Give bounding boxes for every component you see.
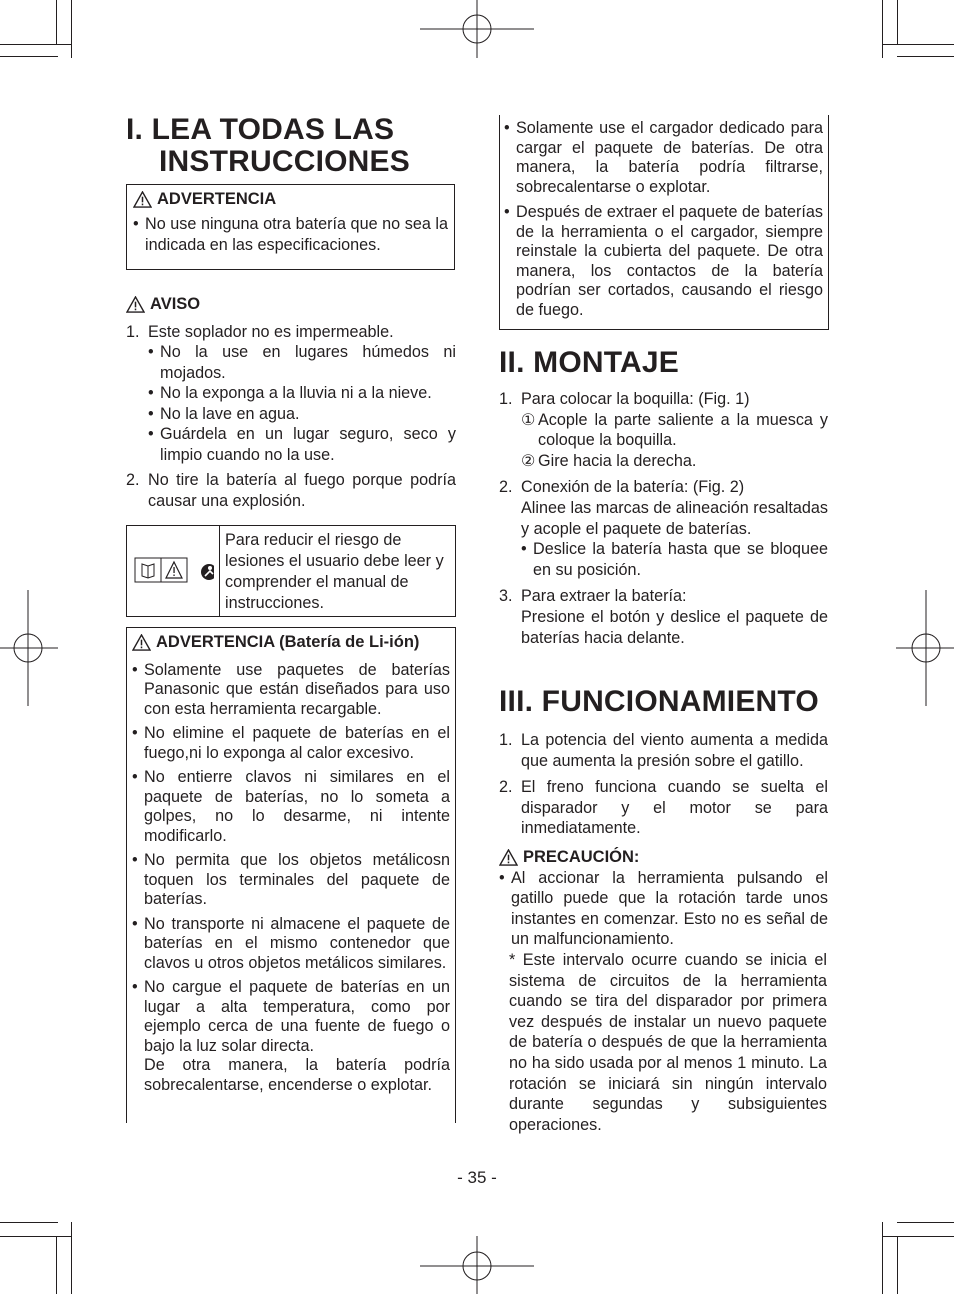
section-title-3: III. FUNCIONAMIENTO xyxy=(499,685,819,718)
title-line-2: INSTRUCCIONES xyxy=(159,145,410,178)
aviso-label: AVISO xyxy=(150,295,201,313)
montaje-step-2-text: Alinee las marcas de alineación resaltadas y acople el paquete de baterías. xyxy=(521,498,828,538)
list-item: • Deslice la batería hasta que se bloquee en su posición. xyxy=(521,540,828,579)
aviso-item-1: Este soplador no es impermeable. xyxy=(148,322,394,341)
li-bullet: No elimine el paquete de baterías en el fuego,ni lo exponga al calor excesivo. xyxy=(144,724,450,762)
montaje-step-1a: Acople la parte saliente a la muesca y coloque la boquilla. xyxy=(538,410,828,450)
list-item: • Al accionar la herramienta pulsando el gatillo puede que la rotación tarde unos instantes en comenzar. Esto no es señal de un malfuncionamiento. xyxy=(499,868,828,949)
cont-bullet: Después de extraer el paquete de baterías de la herramienta o el cargador, siempre reinstale la cubierta del paquete. De otra manera, los contactos de la batería podrían ser cortados, causando el riesgo de fuego. xyxy=(516,203,823,319)
warning-icon xyxy=(499,849,518,866)
advertencia-box xyxy=(126,184,455,270)
li-bullet: No entierre clavos ni similares en el paquete de baterías, no lo someta a golpes, no lo desarme, ni intente modificarlo. xyxy=(144,768,450,845)
precaucion-heading xyxy=(499,847,828,868)
advertencia-li-heading xyxy=(132,633,450,653)
montaje-step-1: Para colocar la boquilla: (Fig. 1) xyxy=(521,390,750,408)
advertencia-text: No use ninguna otra batería que no sea la indicada en las especificaciones. xyxy=(145,215,448,254)
precaucion-label: PRECAUCIÓN: xyxy=(523,847,640,866)
montaje-step-1b: Gire hacia la derecha. xyxy=(538,451,697,470)
list-item: • Guárdela en un lugar seguro, seco y limpio cuando no la use. xyxy=(148,425,456,464)
manual-box-text: Para reducir el riesgo de lesiones el usuario debe leer y comprender el manual de instrucciones. xyxy=(225,531,444,612)
li-bullet: No permita que los objetos metálicosn toquen los terminales del paquete de baterías. xyxy=(144,851,450,908)
list-item: • No use ninguna otra batería que no sea la indicada en las especificaciones. xyxy=(133,215,448,254)
montaje-step-2: Conexión de la batería: (Fig. 2) xyxy=(521,478,745,497)
section-title-2: II. MONTAJE xyxy=(499,346,679,379)
list-item: • Solamente use paquetes de baterías Panasonic que están diseñados para uso con esta herramienta recargable. xyxy=(132,660,450,718)
aviso-bullet: No la lave en agua. xyxy=(160,404,300,423)
list-item: 1. Para colocar la boquilla: (Fig. 1) xyxy=(499,389,828,410)
aviso-bullet: Guárdela en un lugar seguro, seco y limpio cuando no la use. xyxy=(160,425,456,464)
list-item: • No la lave en agua. xyxy=(148,404,456,425)
func-step-2: El freno funciona cuando se suelta el disparador y el motor se para inmediatamente. xyxy=(521,778,828,838)
registration-target-left xyxy=(0,590,58,706)
warning-icon xyxy=(133,191,152,208)
list-item: • No permita que los objetos metálicosn toquen los terminales del paquete de baterías. xyxy=(132,851,450,908)
list-item: 3. Para extraer la batería: xyxy=(499,586,828,607)
registration-target-right xyxy=(896,590,954,706)
list-item: 2. Conexión de la batería: (Fig. 2) xyxy=(499,477,828,498)
func-step-1: La potencia del viento aumenta a medida que aumenta la presión sobre el gatillo. xyxy=(521,731,828,770)
list-item: • Solamente use el cargador dedicado para cargar el paquete de baterías. De otra manera, la batería podría filtrarse, sobrecalentarse o explotar. xyxy=(504,119,823,196)
advertencia-li-label: ADVERTENCIA (Batería de Li-ión) xyxy=(156,633,420,651)
aviso-item-2: No tire la batería al fuego porque podría causar una explosión. xyxy=(148,471,456,510)
precaucion-text: Al accionar la herramienta pulsando el gatillo puede que la rotación tarde unos instantes en comenzar. Esto no es señal de un malfuncionamiento. xyxy=(511,868,828,949)
funcionamiento-section xyxy=(499,686,828,1135)
list-item: • No cargue el paquete de baterías en un lugar a alta temperatura, como por ejemplo cerca de una fuente de fuego o bajo la luz solar directa. xyxy=(132,978,450,1055)
advertencia-heading xyxy=(133,190,448,209)
montaje-section xyxy=(499,347,828,648)
cont-bullet: Solamente use el cargador dedicado para cargar el paquete de baterías. De otra manera, la batería podría filtrarse, sobrecalentarse o explotar. xyxy=(516,119,823,196)
list-item: • Después de extraer el paquete de baterías de la herramienta o el cargador, siempre reinstale la cubierta del paquete. De otra manera, los contactos de la batería podrían ser cortados, causando el riesgo de fuego. xyxy=(504,203,823,319)
aviso-bullet: No la use en lugares húmedos ni mojados. xyxy=(160,343,456,382)
li-note: De otra manera, la batería podría sobrecalentarse, encenderse o explotar. xyxy=(144,1056,450,1094)
list-item: 2. No tire la batería al fuego porque podría causar una explosión. xyxy=(126,471,456,510)
manual-box xyxy=(126,525,456,617)
registration-target-top xyxy=(420,0,534,60)
read-manual-icon xyxy=(134,556,214,584)
montaje-bullet: Deslice la batería hasta que se bloquee en su posición. xyxy=(533,540,828,579)
warning-icon xyxy=(132,634,151,651)
advertencia-label: ADVERTENCIA xyxy=(157,190,277,208)
aviso-heading xyxy=(126,294,456,315)
list-item: • No elimine el paquete de baterías en el fuego,ni lo exponga al calor excesivo. xyxy=(132,724,450,762)
li-bullet: No cargue el paquete de baterías en un lugar a alta temperatura, como por ejemplo cerca de una fuente de fuego o bajo la luz solar directa. xyxy=(144,978,450,1055)
precaucion-note: * Este intervalo ocurre cuando se inicia el sistema de circuitos de la herramienta cuando se tira del disparador por primera vez después de instalar un nuevo paquete de batería o después de que la herramienta no ha sido usada por al menos 1 minuto. La rotación se iniciará sin ningún intervalo durante segundas y subsiguientes operaciones. xyxy=(509,950,827,1134)
continued-warning-box xyxy=(499,115,829,330)
montaje-step-3-text: Presione el botón y deslice el paquete de baterías hacia delante. xyxy=(521,607,828,647)
registration-target-bottom xyxy=(420,1236,534,1294)
list-item: 1. La potencia del viento aumenta a medida que aumenta la presión sobre el gatillo. xyxy=(499,731,828,770)
list-item: 2. El freno funciona cuando se suelta el disparador y el motor se para inmediatamente. xyxy=(499,778,828,838)
step-marker: ① xyxy=(521,410,536,429)
list-item: • No la exponga a la lluvia ni a la nieve. xyxy=(148,383,456,404)
list-item: • No entierre clavos ni similares en el paquete de baterías, no lo someta a golpes, no lo desarme, ni intente modificarlo. xyxy=(132,768,450,845)
li-bullet: No transporte ni almacene el paquete de baterías en el mismo contenedor que clavos u otros objetos metálicos similares. xyxy=(144,914,450,972)
montaje-step-3: Para extraer la batería: xyxy=(521,587,687,606)
title-line-1: I. LEA TODAS LAS xyxy=(126,113,395,146)
page-number: - 35 - xyxy=(457,1168,497,1187)
list-item: • No la use en lugares húmedos ni mojados. xyxy=(148,343,456,382)
aviso-section xyxy=(126,294,456,511)
li-bullet: Solamente use paquetes de baterías Panasonic que están diseñados para uso con esta herramienta recargable. xyxy=(144,660,450,718)
list-item: • No transporte ni almacene el paquete de baterías en el mismo contenedor que clavos u otros objetos metálicos similares. xyxy=(132,914,450,972)
aviso-bullet: No la exponga a la lluvia ni a la nieve. xyxy=(160,384,432,402)
section-title-1 xyxy=(126,114,456,178)
advertencia-li-box xyxy=(126,627,456,1123)
left-column xyxy=(126,114,456,178)
step-marker: ② xyxy=(521,451,536,470)
list-item: 1. Este soplador no es impermeable. xyxy=(126,322,456,343)
warning-icon xyxy=(126,296,145,313)
